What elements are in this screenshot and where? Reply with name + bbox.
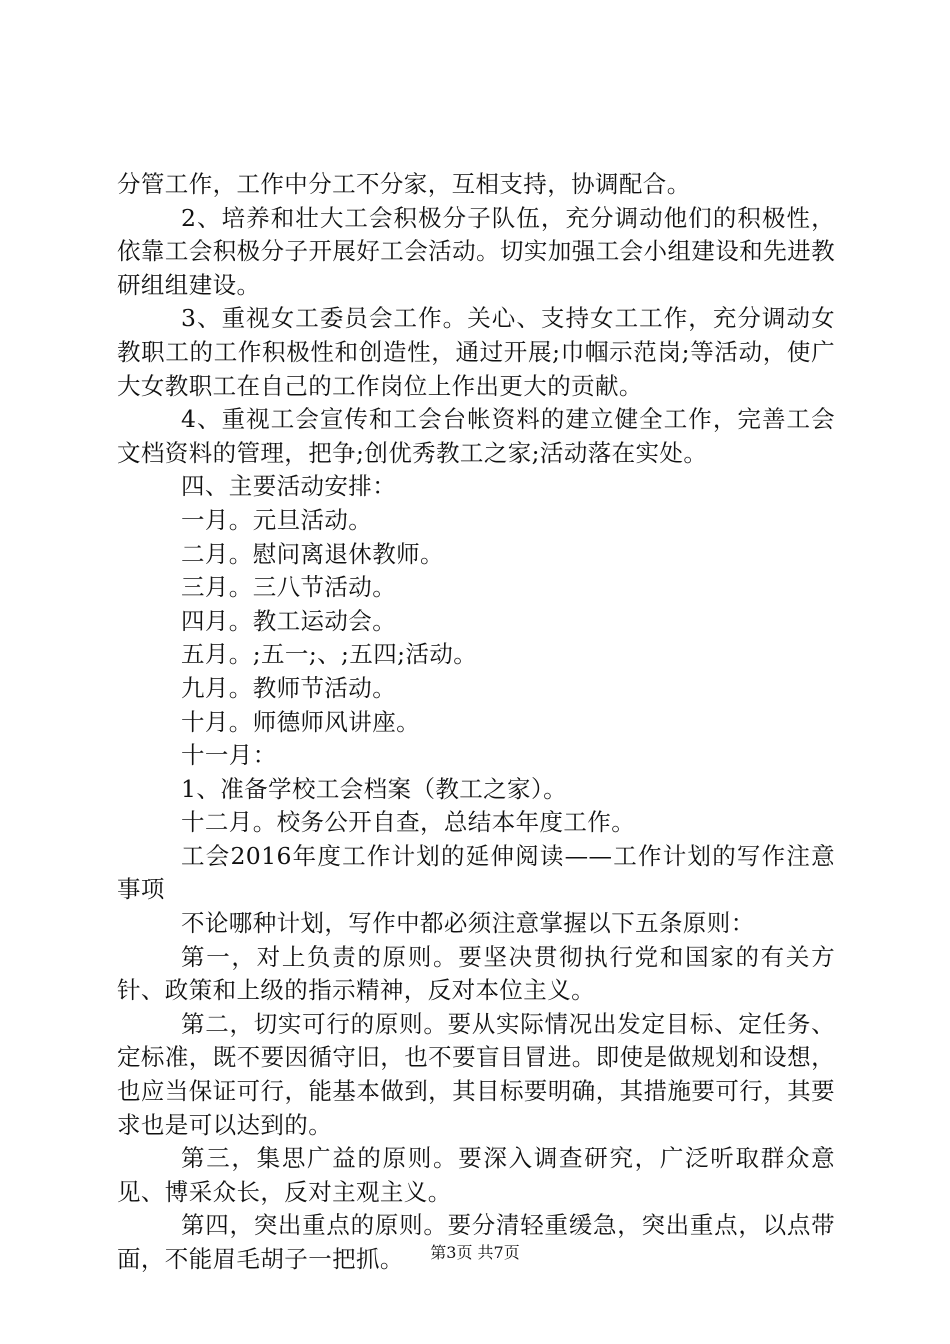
paragraph: 十二月。校务公开自查，总结本年度工作。 bbox=[181, 808, 636, 837]
paragraph: 不论哪种计划，写作中都必须注意掌握以下五条原则： bbox=[181, 909, 755, 938]
paragraph: 二月。慰问离退休教师。 bbox=[181, 539, 444, 568]
paragraph: 2、培养和壮大工会积极分子队伍，充分调动他们的积极性，依靠工会积极分子开展好工会活动。切实加强工会小组建设和先进教研组组建设。 bbox=[117, 203, 835, 299]
paragraph: 四、主要活动安排： bbox=[181, 472, 397, 501]
paragraph: 五月。;五一;、;五四;活动。 bbox=[181, 640, 478, 669]
paragraph: 九月。教师节活动。 bbox=[181, 673, 397, 702]
page-footer: 第3页 共7页 bbox=[430, 1243, 520, 1262]
document-body bbox=[117, 168, 835, 1277]
paragraph: 3、重视女工委员会工作。关心、支持女工工作，充分调动女教职工的工作积极性和创造性，通过开展;巾帼示范岗;等活动，使广大女教职工在自己的工作岗位上作出更大的贡献。 bbox=[117, 304, 835, 400]
paragraph: 1、准备学校工会档案（教工之家）。 bbox=[181, 774, 568, 803]
paragraph: 四月。教工运动会。 bbox=[181, 606, 397, 635]
paragraph: 十一月： bbox=[181, 741, 277, 770]
paragraph: 第四，突出重点的原则。要分清轻重缓急，突出重点，以点带面，不能眉毛胡子一把抓。 bbox=[117, 1211, 835, 1273]
paragraph: 第三，集思广益的原则。要深入调查研究，广泛听取群众意见、博采众长，反对主观主义。 bbox=[117, 1144, 835, 1206]
paragraph: 工会2016年度工作计划的延伸阅读——工作计划的写作注意事项 bbox=[117, 841, 835, 904]
paragraph: 三月。三八节活动。 bbox=[181, 573, 397, 602]
paragraph: 4、重视工会宣传和工会台帐资料的建立健全工作，完善工会文档资料的管理，把争;创优秀教工之家;活动落在实处。 bbox=[117, 405, 835, 467]
paragraph: 十月。师德师风讲座。 bbox=[181, 707, 420, 736]
paragraph: 一月。元旦活动。 bbox=[181, 505, 373, 534]
paragraph: 第二，切实可行的原则。要从实际情况出发定目标、定任务、定标准，既不要因循守旧，也不要盲目冒进。即使是做规划和设想，也应当保证可行，能基本做到，其目标要明确，其措施要可行，其要求也是可以达到的。 bbox=[117, 1009, 835, 1139]
paragraph: 分管工作，工作中分工不分家，互相支持，协调配合。 bbox=[117, 170, 691, 198]
paragraph: 第一，对上负责的原则。要坚决贯彻执行党和国家的有关方针、政策和上级的指示精神，反对本位主义。 bbox=[117, 942, 835, 1005]
